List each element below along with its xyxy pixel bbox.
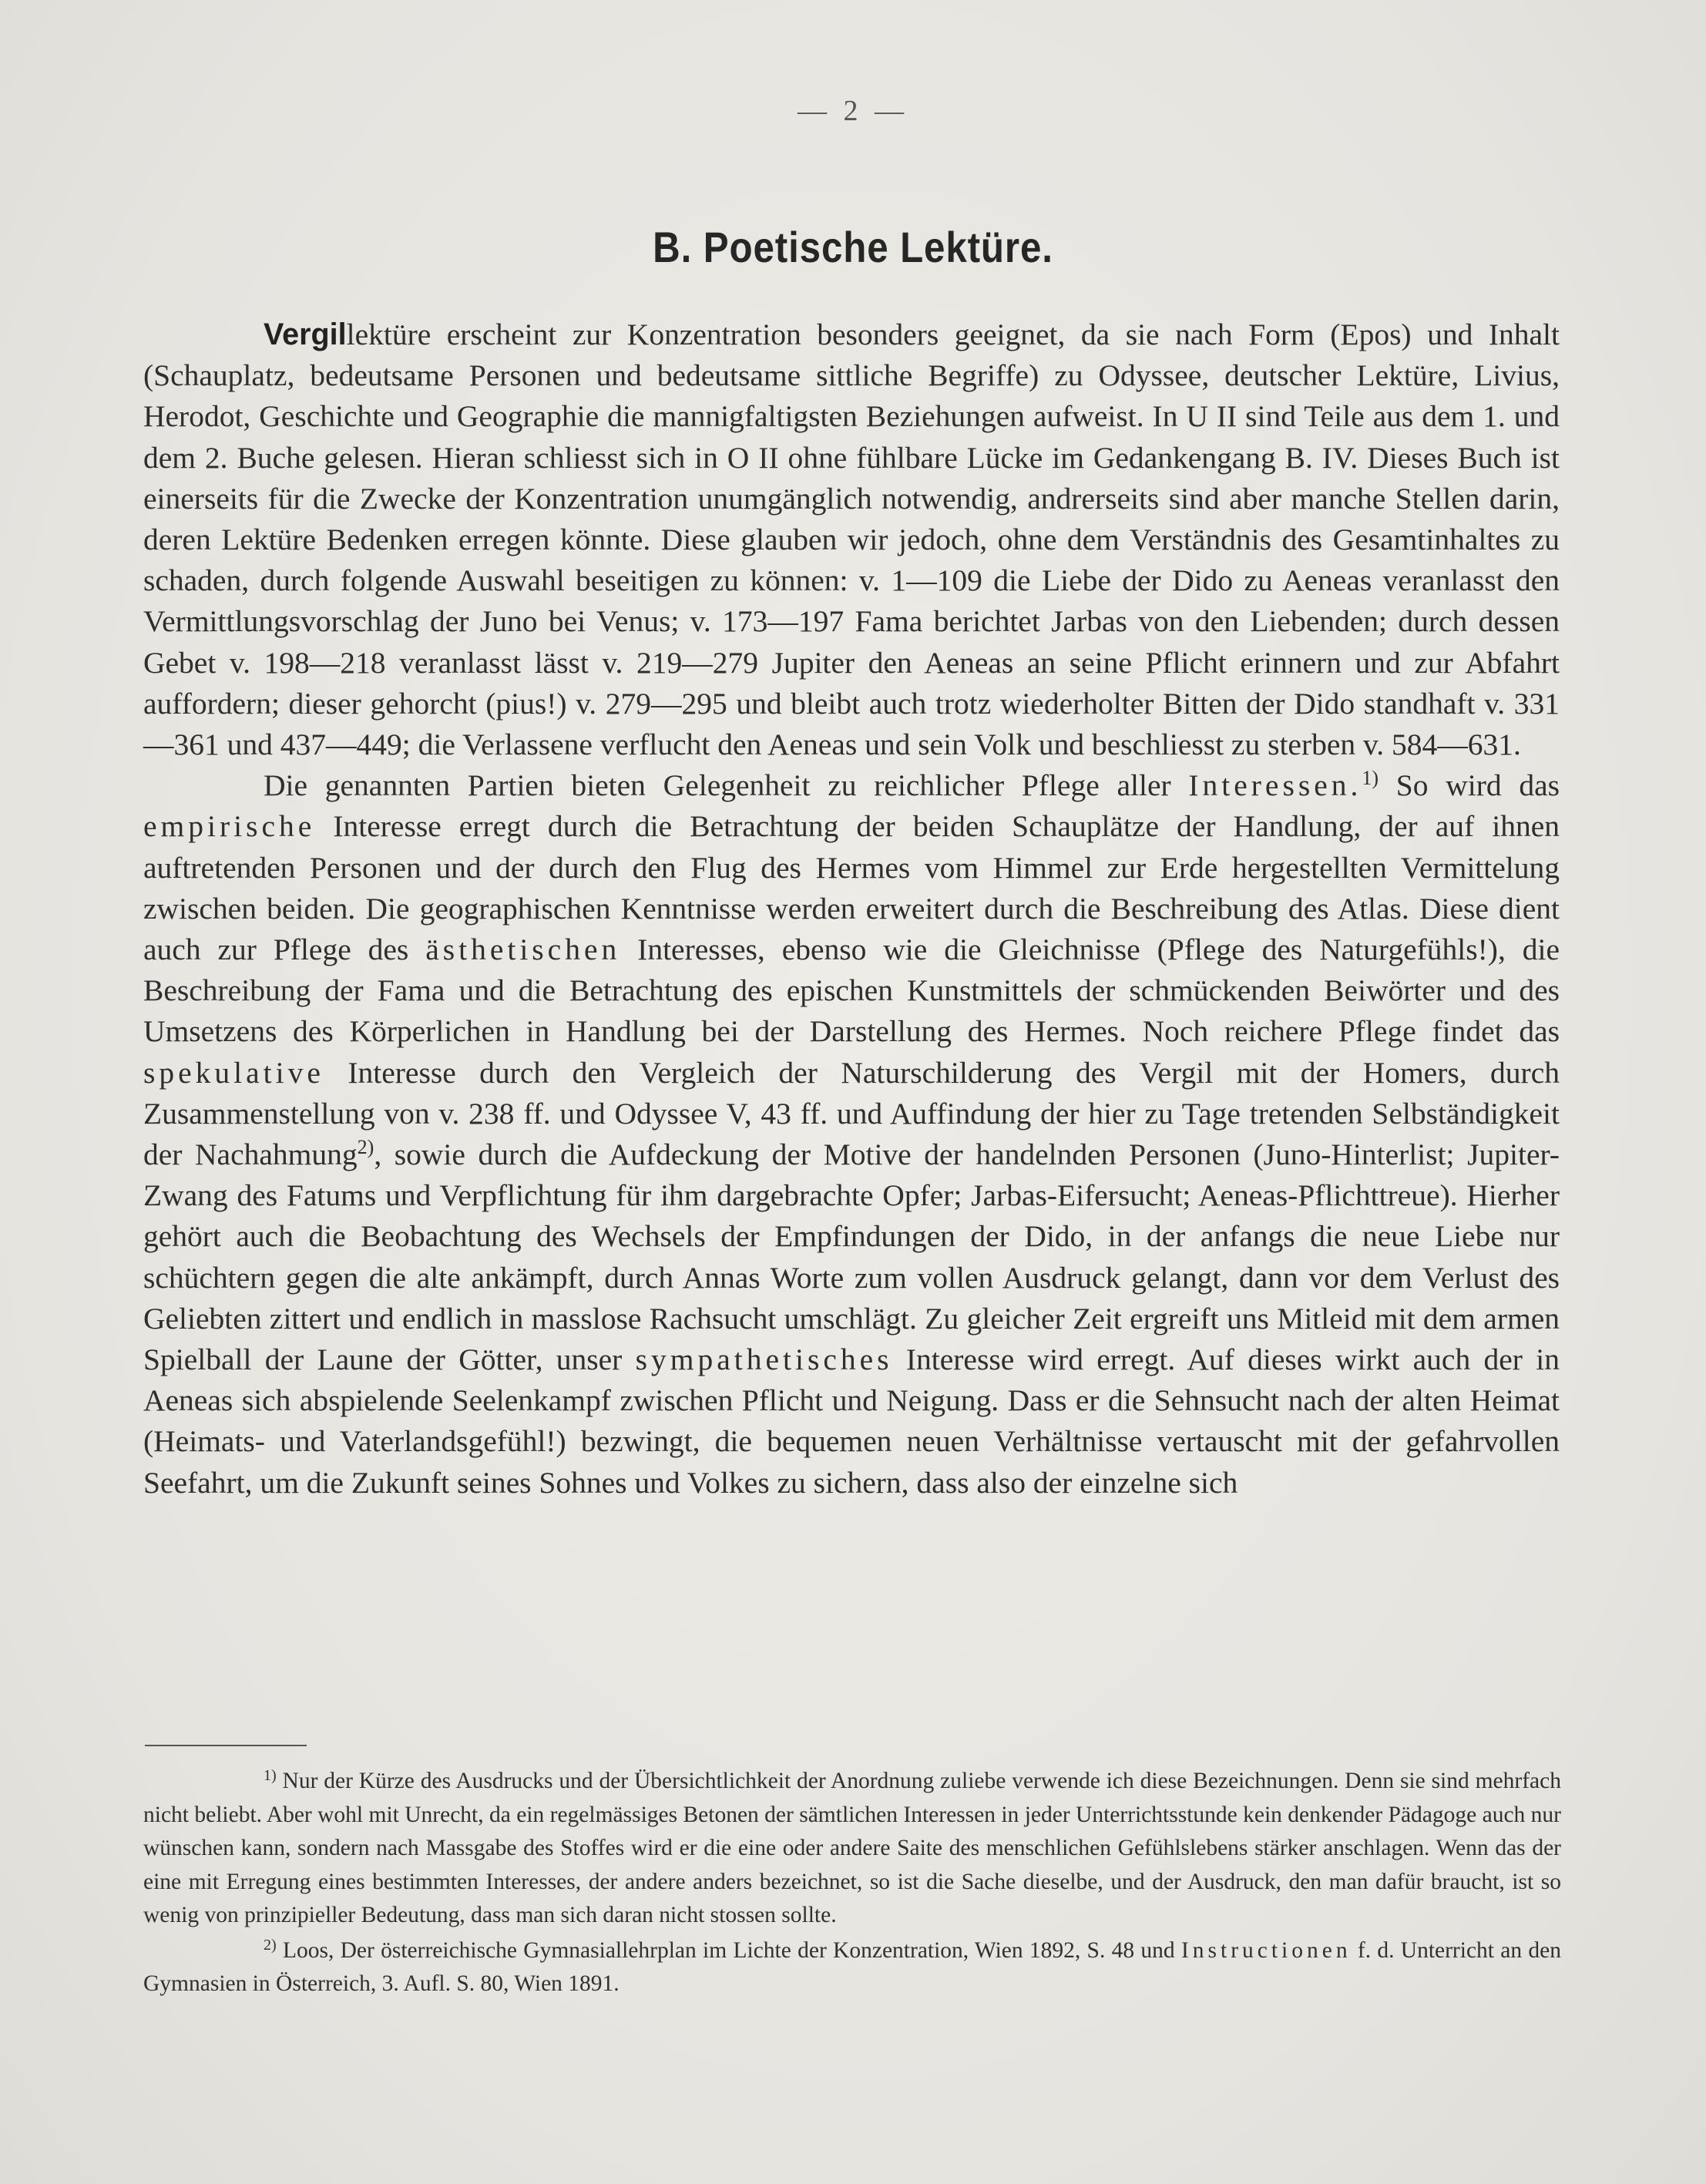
- spaced-emphasis: empirische: [143, 809, 316, 844]
- spaced-emphasis: ästhetischen: [425, 932, 621, 967]
- spaced-emphasis: Instructionen: [1180, 1937, 1352, 1963]
- text-run: Interesse wird erregt. Auf dieses wirkt auch der in Aeneas sich abspielende Seelenkampf zwischen Pflicht und Neigung. Dass er die Sehnsucht nach der alten Heimat (Heimats- und Vaterlandsgefühl!) bezwingt, die bequemen neuen Verhältnisse vertauscht mit der gefahrvollen Seefahrt, um die Zukunft seines Sohnes und Volkes zu sichern, dass also der einzelne sich: [143, 1342, 1560, 1500]
- footnote-text: Loos, Der österreichische Gymnasiallehrplan im Lichte der Konzentration, Wien 1892, S. 48 und: [276, 1937, 1181, 1963]
- spaced-emphasis: sympathetisches: [635, 1342, 893, 1377]
- footnote-text: Nur der Kürze des Ausdrucks und der Übersichtlichkeit der Anordnung zuliebe verwende ich diese Bezeichnungen. Denn sie sind mehrfach nicht beliebt. Aber wohl mit Unrecht, da ein regelmässiges Betonen der sämtlichen Interessen in jeder Unterrichtsstunde kein denkender Pädagoge auch nur wünschen kann, sondern nach Massgabe des Stoffes wird er die eine oder andere Saite des menschlichen Gefühlslebens stärker anschlagen. Wenn das der eine mit Erregung eines bestimmten Interesses, der andere anders bezeichnet, so ist die Sache dieselbe, und der Ausdruck, den man dafür braucht, ist so wenig von prinzipieller Bedeutung, dass man sich daran nicht stossen sollte.: [143, 1769, 1561, 1927]
- spaced-emphasis: Interessen.: [1188, 768, 1362, 803]
- vergil-name: Vergil: [264, 318, 347, 351]
- footnotes: [143, 1765, 1561, 2003]
- spaced-emphasis: spekulative: [143, 1055, 324, 1090]
- text-run: Die genannten Partien bieten Gelegenheit zu reichlicher Pflege aller: [264, 768, 1189, 803]
- footnote-2: [143, 1934, 1561, 2001]
- text-run: So wird das: [1379, 768, 1560, 803]
- body-text: [143, 314, 1560, 1504]
- text-run: Interesse erregt durch die Betrachtung der beiden Schauplätze der Handlung, der auf ihnen auftretenden Personen und der durch den Flug des Hermes vom Himmel zur Erde hergestellten Vermittelung zwischen beiden. Die geographischen Kenntnisse werden erweitert durch die Beschreibung des Atlas. Diese dient auch zur Pflege des: [143, 809, 1560, 967]
- footnote-mark: 1): [264, 1767, 277, 1784]
- footnote-1: [143, 1765, 1561, 1933]
- footnote-ref-2: 2): [357, 1136, 374, 1159]
- paragraph-interests: [143, 765, 1560, 1504]
- footnote-ref-1: 1): [1362, 767, 1379, 790]
- footnote-mark: 2): [264, 1936, 277, 1954]
- text-run: Interesses, ebenso wie die Gleichnisse (Pflege des Naturgefühls!), die Beschreibung der Fama und die Betrachtung des epischen Kunstmittels der schmückenden Beiwörter und des Umsetzens des Körperlichen in Handlung bei der Darstellung des Hermes. Noch reichere Pflege findet das: [143, 932, 1560, 1049]
- paragraph-1-text: lektüre erscheint zur Konzentration besonders geeignet, da sie nach Form (Epos) und Inhalt (Schauplatz, bedeutsame Personen und bedeutsame sittliche Begriffe) zu Odyssee, deutscher Lektüre, Livius, Herodot, Geschichte und Geographie die mannigfaltigsten Beziehungen aufweist. In U II sind Teile aus dem 1. und dem 2. Buche gelesen. Hieran schliesst sich in O II ohne fühlbare Lücke im Gedankengang B. IV. Dieses Buch ist einerseits für die Zwecke der Konzentration unumgänglich notwendig, andrerseits sind aber manche Stellen darin, deren Lektüre Bedenken erregen könnte. Diese glauben wir jedoch, ohne dem Verständnis des Gesamtinhaltes zu schaden, durch folgende Auswahl beseitigen zu können: v. 1—109 die Liebe der Dido zu Aeneas veranlasst den Vermittlungsvorschlag der Juno bei Venus; v. 173—197 Fama berichtet Jarbas von den Liebenden; durch dessen Gebet v. 198—218 veranlasst lässt v. 219—279 Jupiter den Aeneas an seine Pflicht erinnern und zur Abfahrt auffordern; dieser gehorcht (pius!) v. 279—295 und bleibt auch trotz wiederholter Bitten der Dido standhaft v. 331—361 und 437—449; die Verlassene verflucht den Aeneas und sein Volk und beschliesst zu sterben v. 584—631.: [143, 318, 1560, 762]
- text-run: , sowie durch die Aufdeckung der Motive der handelnden Personen (Juno-Hinterlist; Jupiter-Zwang des Fatums und Verpflichtung für ihm dargebrachte Opfer; Jarbas-Eifersucht; Aeneas-Pflichttreue). Hierher gehört auch die Beobachtung des Wechsels der Empfindungen der Dido, in der anfangs die neue Liebe nur schüchtern gegen die alte ankämpft, durch Annas Worte zum vollen Ausdruck gelangt, dann vor dem Verlust des Geliebten zittert und endlich in masslose Rachsucht umschlägt. Zu gleicher Zeit ergreift uns Mitleid mit dem armen Spielball der Laune der Götter, unser: [143, 1137, 1560, 1377]
- section-title: B. Poetische Lektüre.: [653, 223, 1053, 271]
- footnote-text: f. d. Unterricht an den Gymnasien in Österreich, 3. Aufl. S. 80, Wien 1891.: [143, 1937, 1561, 1996]
- paragraph-vergil: [143, 314, 1560, 765]
- text-run: Interesse durch den Vergleich der Naturschilderung des Vergil mit der Homers, durch Zusammenstellung von v. 238 ff. und Odyssee V, 43 ff. und Auffindung der hier zu Tage tretenden Selbständigkeit der Nachahmung: [143, 1055, 1560, 1172]
- footnote-divider: [145, 1745, 307, 1746]
- page-number: — 2 —: [798, 95, 908, 127]
